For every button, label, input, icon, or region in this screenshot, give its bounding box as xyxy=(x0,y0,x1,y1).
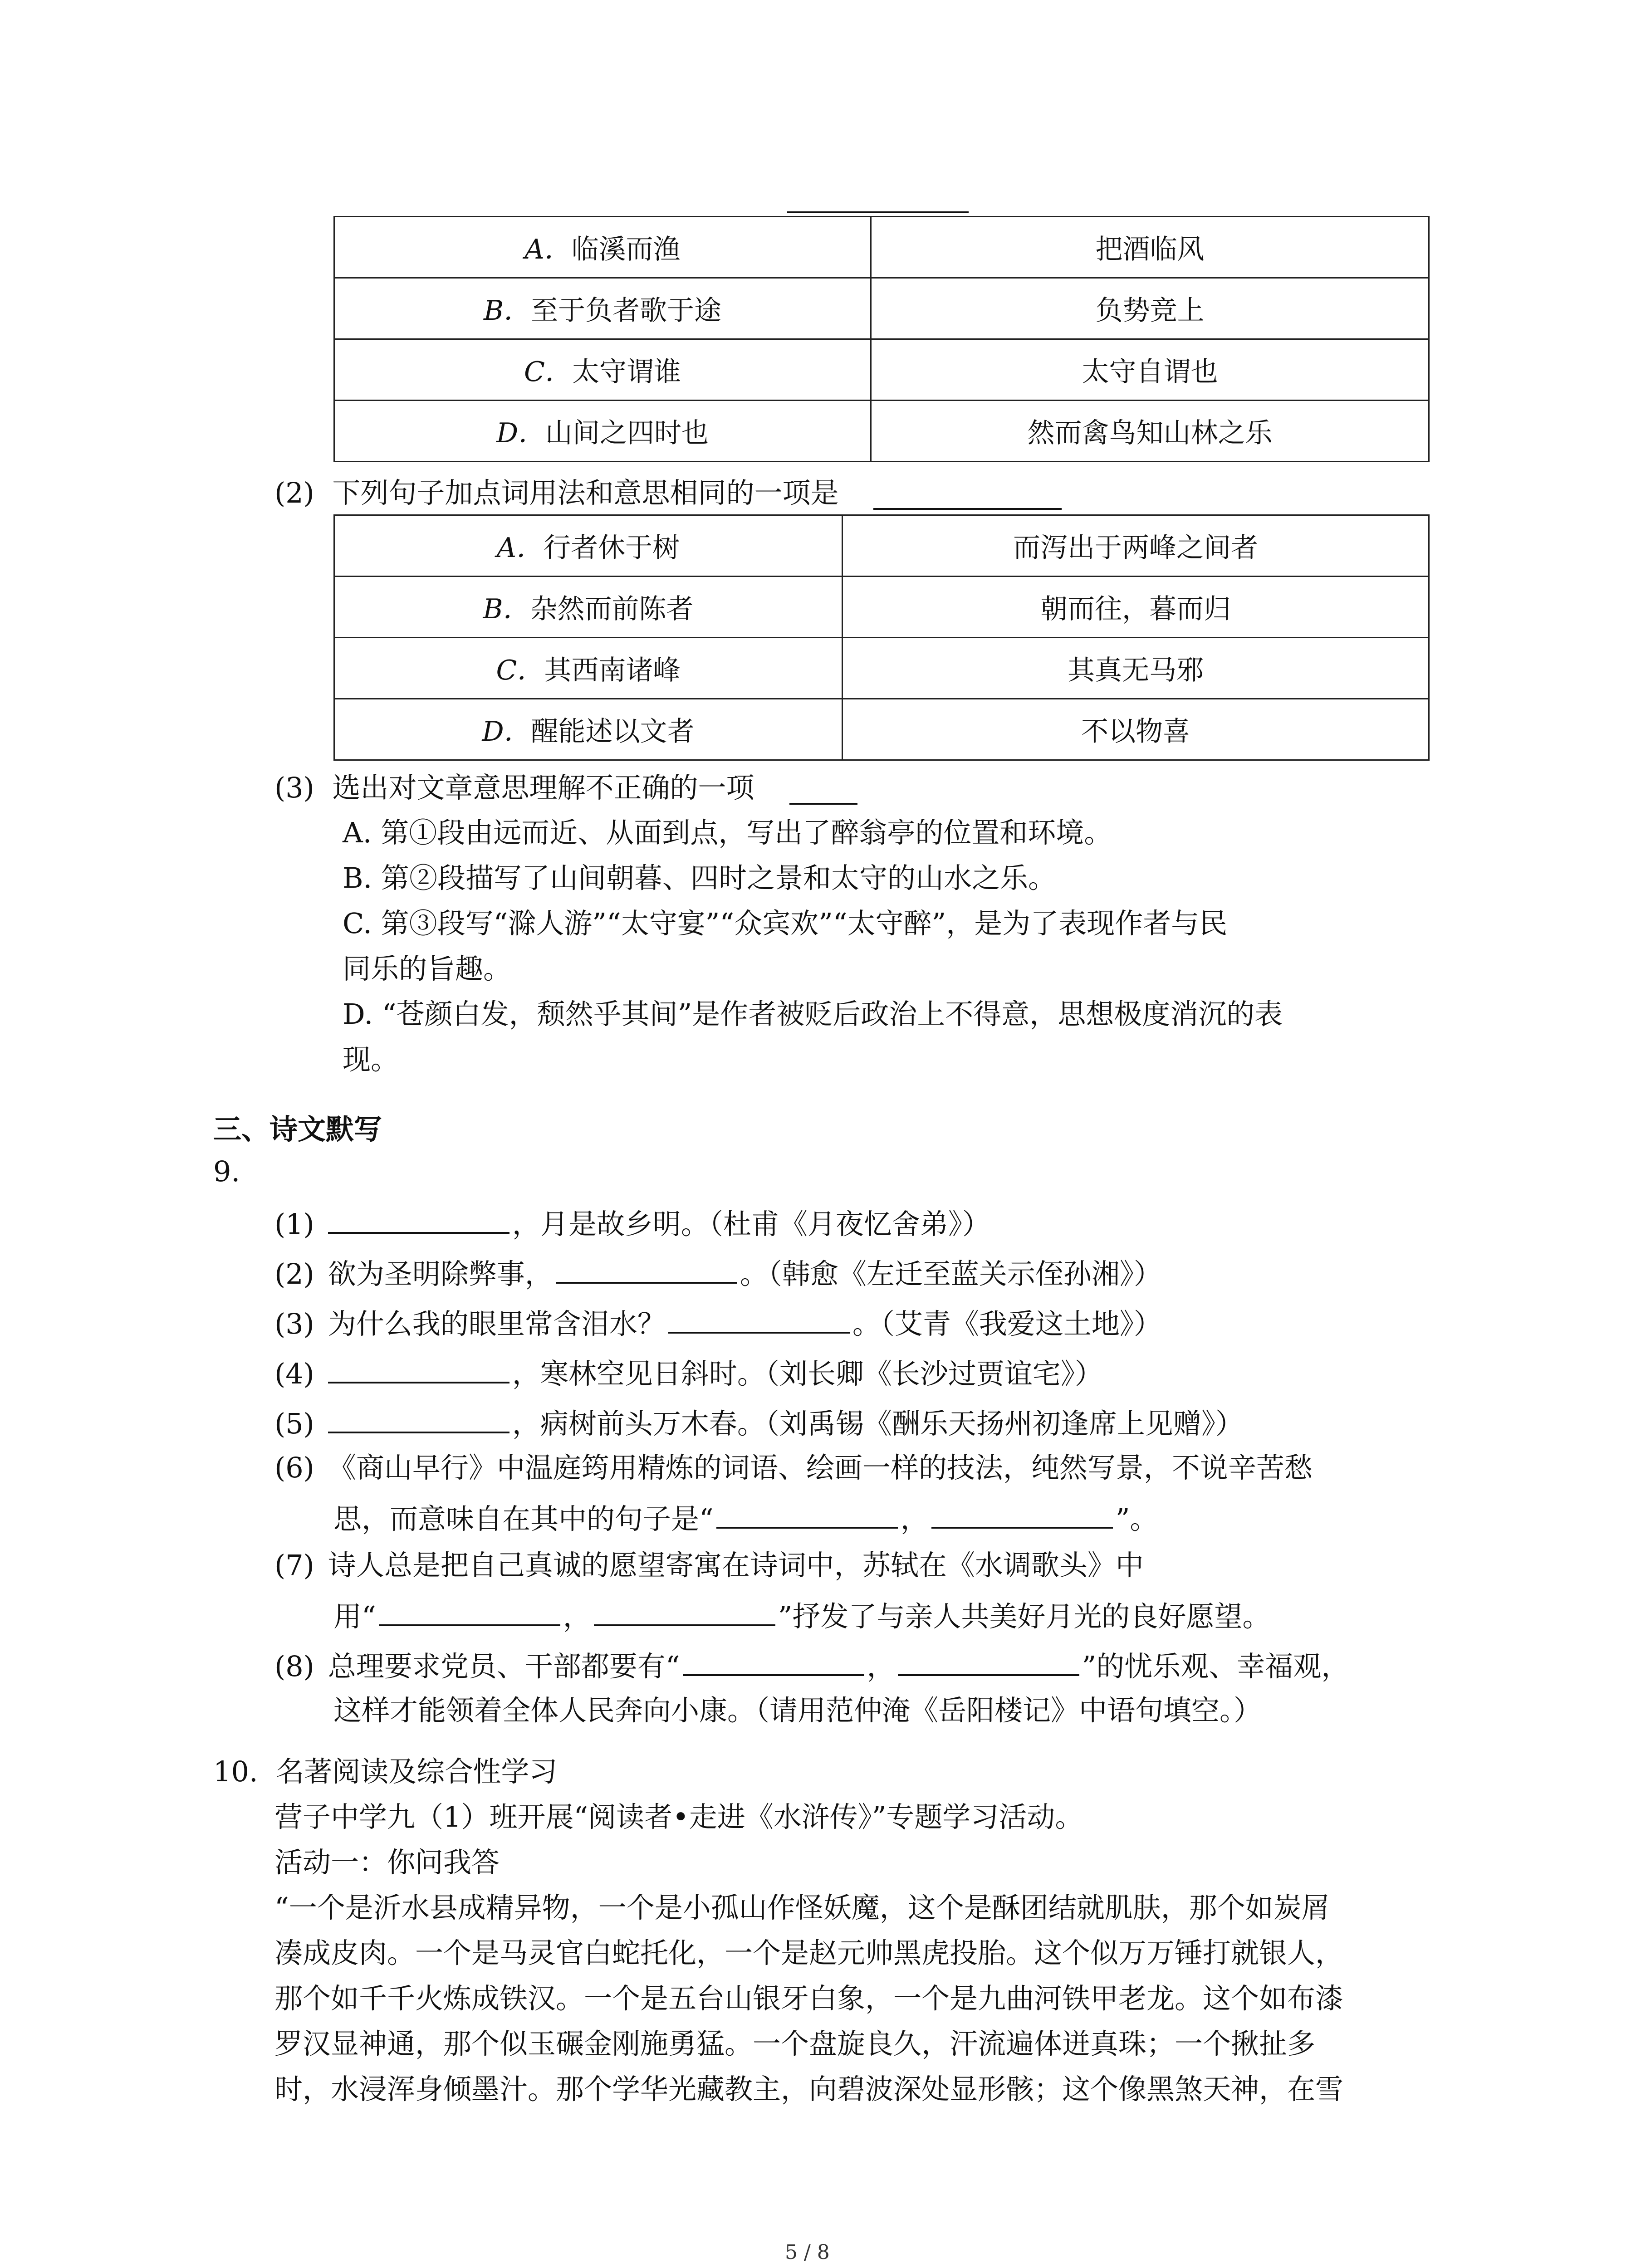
table-row xyxy=(334,638,1429,699)
q9-number: 9. xyxy=(213,1155,240,1188)
q9-item-4: (4) ，寒林空见日斜时。（刘长卿《长沙过贾谊宅》） xyxy=(274,1357,1103,1390)
passage-line: 罗汉显神通，那个似玉碾金刚施勇猛。一个盘旋良久，汗流遍体迸真珠；一个揪扯多 xyxy=(274,2027,1316,2060)
answer-blank-q2[interactable] xyxy=(873,508,1062,510)
question-text: 选出对文章意思理解不正确的一项 xyxy=(332,771,754,804)
q10-intro: 营子中学九（1）班开展“阅读者•走进《水浒传》”专题学习活动。 xyxy=(274,1800,1083,1833)
q3-option-d-cont: 现。 xyxy=(343,1043,399,1076)
q1-options-table xyxy=(333,216,1430,462)
q3-option-c: C. 第③段写“滁人游”“太守宴”“众宾欢”“太守醉”，是为了表现作者与民 xyxy=(343,907,1228,940)
table-row xyxy=(334,401,1429,462)
q3-stem xyxy=(274,771,754,804)
answer-blank[interactable] xyxy=(328,1356,509,1383)
passage-line: 凑成皮肉。一个是马灵官白蛇托化，一个是赵元帅黑虎投胎。这个似万万锤打就银人， xyxy=(274,1936,1344,1970)
q2-options-table xyxy=(333,514,1430,761)
option-left: B．杂然而前陈者 xyxy=(334,577,843,638)
question-number: (2) xyxy=(274,476,314,509)
option-left: B．至于负者歌于途 xyxy=(334,278,871,339)
question-number: (3) xyxy=(274,771,314,804)
answer-blank[interactable] xyxy=(931,1501,1113,1529)
answer-blank[interactable] xyxy=(379,1599,560,1626)
q9-item-3: (3) 为什么我的眼里常含泪水？ 。（艾青《我爱这土地》） xyxy=(274,1307,1162,1340)
passage-line: 那个如千千火炼成铁汉。一个是五台山银牙白象，一个是九曲河铁甲老龙。这个如布漆 xyxy=(274,1982,1344,2015)
q10-title xyxy=(213,1755,558,1788)
q9-item-7-cont: 用“ ， ”抒发了与亲人共美好月光的良好愿望。 xyxy=(333,1600,1271,1633)
q9-item-7: (7) 诗人总是把自己真诚的愿望寄寓在诗词中，苏轼在《水调歌头》中 xyxy=(274,1549,1144,1582)
table-row xyxy=(334,217,1429,278)
q2-stem xyxy=(274,476,839,509)
table-row xyxy=(334,699,1429,760)
page-number: 5 / 8 xyxy=(785,2241,830,2264)
option-right: 然而禽鸟知山林之乐 xyxy=(871,401,1429,462)
option-right: 朝而往，暮而归 xyxy=(843,577,1429,638)
answer-blank[interactable] xyxy=(328,1207,509,1234)
option-left: A．临溪而渔 xyxy=(334,217,871,278)
table-row xyxy=(334,515,1429,577)
q9-item-1: (1) ，月是故乡明。（杜甫《月夜忆舍弟》） xyxy=(274,1207,990,1241)
answer-blank[interactable] xyxy=(716,1501,898,1529)
q3-option-b: B. 第②段描写了山间朝暮、四时之景和太守的山水之乐。 xyxy=(343,861,1056,894)
answer-blank[interactable] xyxy=(668,1306,850,1334)
passage-line: 时，水浸浑身倾墨汁。那个学华光藏教主，向碧波深处显形骸；这个像黑煞天神，在雪 xyxy=(274,2072,1344,2106)
answer-blank[interactable] xyxy=(594,1599,775,1626)
q3-option-c-cont: 同乐的旨趣。 xyxy=(343,952,512,985)
table-row xyxy=(334,278,1429,339)
q3-option-a: A. 第①段由远而近、从面到点，写出了醉翁亭的位置和环境。 xyxy=(343,816,1112,849)
question-number: 10. xyxy=(213,1755,258,1788)
option-right: 而泻出于两峰之间者 xyxy=(843,515,1429,577)
answer-blank[interactable] xyxy=(898,1649,1079,1676)
q9-item-8: (8) 总理要求党员、干部都要有“ ， ”的忧乐观、幸福观， xyxy=(274,1650,1350,1683)
table-row xyxy=(334,577,1429,638)
table-row xyxy=(334,339,1429,401)
option-left: A．行者休于树 xyxy=(334,515,843,577)
q10-activity-1: 活动一：你问我答 xyxy=(274,1846,500,1879)
q3-option-d: D. “苍颜白发，颓然乎其间”是作者被贬后政治上不得意，思想极度消沉的表 xyxy=(343,997,1283,1031)
option-left: C．其西南诸峰 xyxy=(334,638,843,699)
question-text: 下列句子加点词用法和意思相同的一项是 xyxy=(332,476,839,509)
option-right: 把酒临风 xyxy=(871,217,1429,278)
option-right: 太守自谓也 xyxy=(871,339,1429,401)
q9-item-8-cont: 这样才能领着全体人民奔向小康。（请用范仲淹《岳阳楼记》中语句填空。） xyxy=(333,1694,1262,1727)
option-left: C．太守谓谁 xyxy=(334,339,871,401)
q9-item-5: (5) ，病树前头万木春。（刘禹锡《酬乐天扬州初逢席上见赠》） xyxy=(274,1407,1244,1440)
q9-item-6-cont: 思，而意味自在其中的句子是“ ， ”。 xyxy=(333,1502,1158,1535)
section-heading: 三、诗文默写 xyxy=(213,1113,382,1146)
option-right: 不以物喜 xyxy=(843,699,1429,760)
option-right: 负势竞上 xyxy=(871,278,1429,339)
q9-item-6: (6) 《商山早行》中温庭筠用精炼的词语、绘画一样的技法，纯然写景，不说辛苦愁 xyxy=(274,1451,1313,1484)
answer-blank[interactable] xyxy=(556,1256,737,1284)
answer-blank-q3[interactable] xyxy=(789,803,857,805)
q9-item-2: (2) 欲为圣明除弊事， 。（韩愈《左迁至蓝关示侄孙湘》） xyxy=(274,1257,1162,1290)
option-left: D．山间之四时也 xyxy=(334,401,871,462)
answer-blank[interactable] xyxy=(683,1649,864,1676)
question-text: 名著阅读及综合性学习 xyxy=(276,1755,558,1788)
answer-blank-q1[interactable] xyxy=(787,211,969,213)
passage-line: “一个是沂水县成精异物，一个是小孤山作怪妖魔，这个是酥团结就肌肤，那个如炭屑 xyxy=(274,1891,1330,1924)
option-right: 其真无马邪 xyxy=(843,638,1429,699)
option-left: D．醒能述以文者 xyxy=(334,699,843,760)
answer-blank[interactable] xyxy=(328,1406,509,1433)
